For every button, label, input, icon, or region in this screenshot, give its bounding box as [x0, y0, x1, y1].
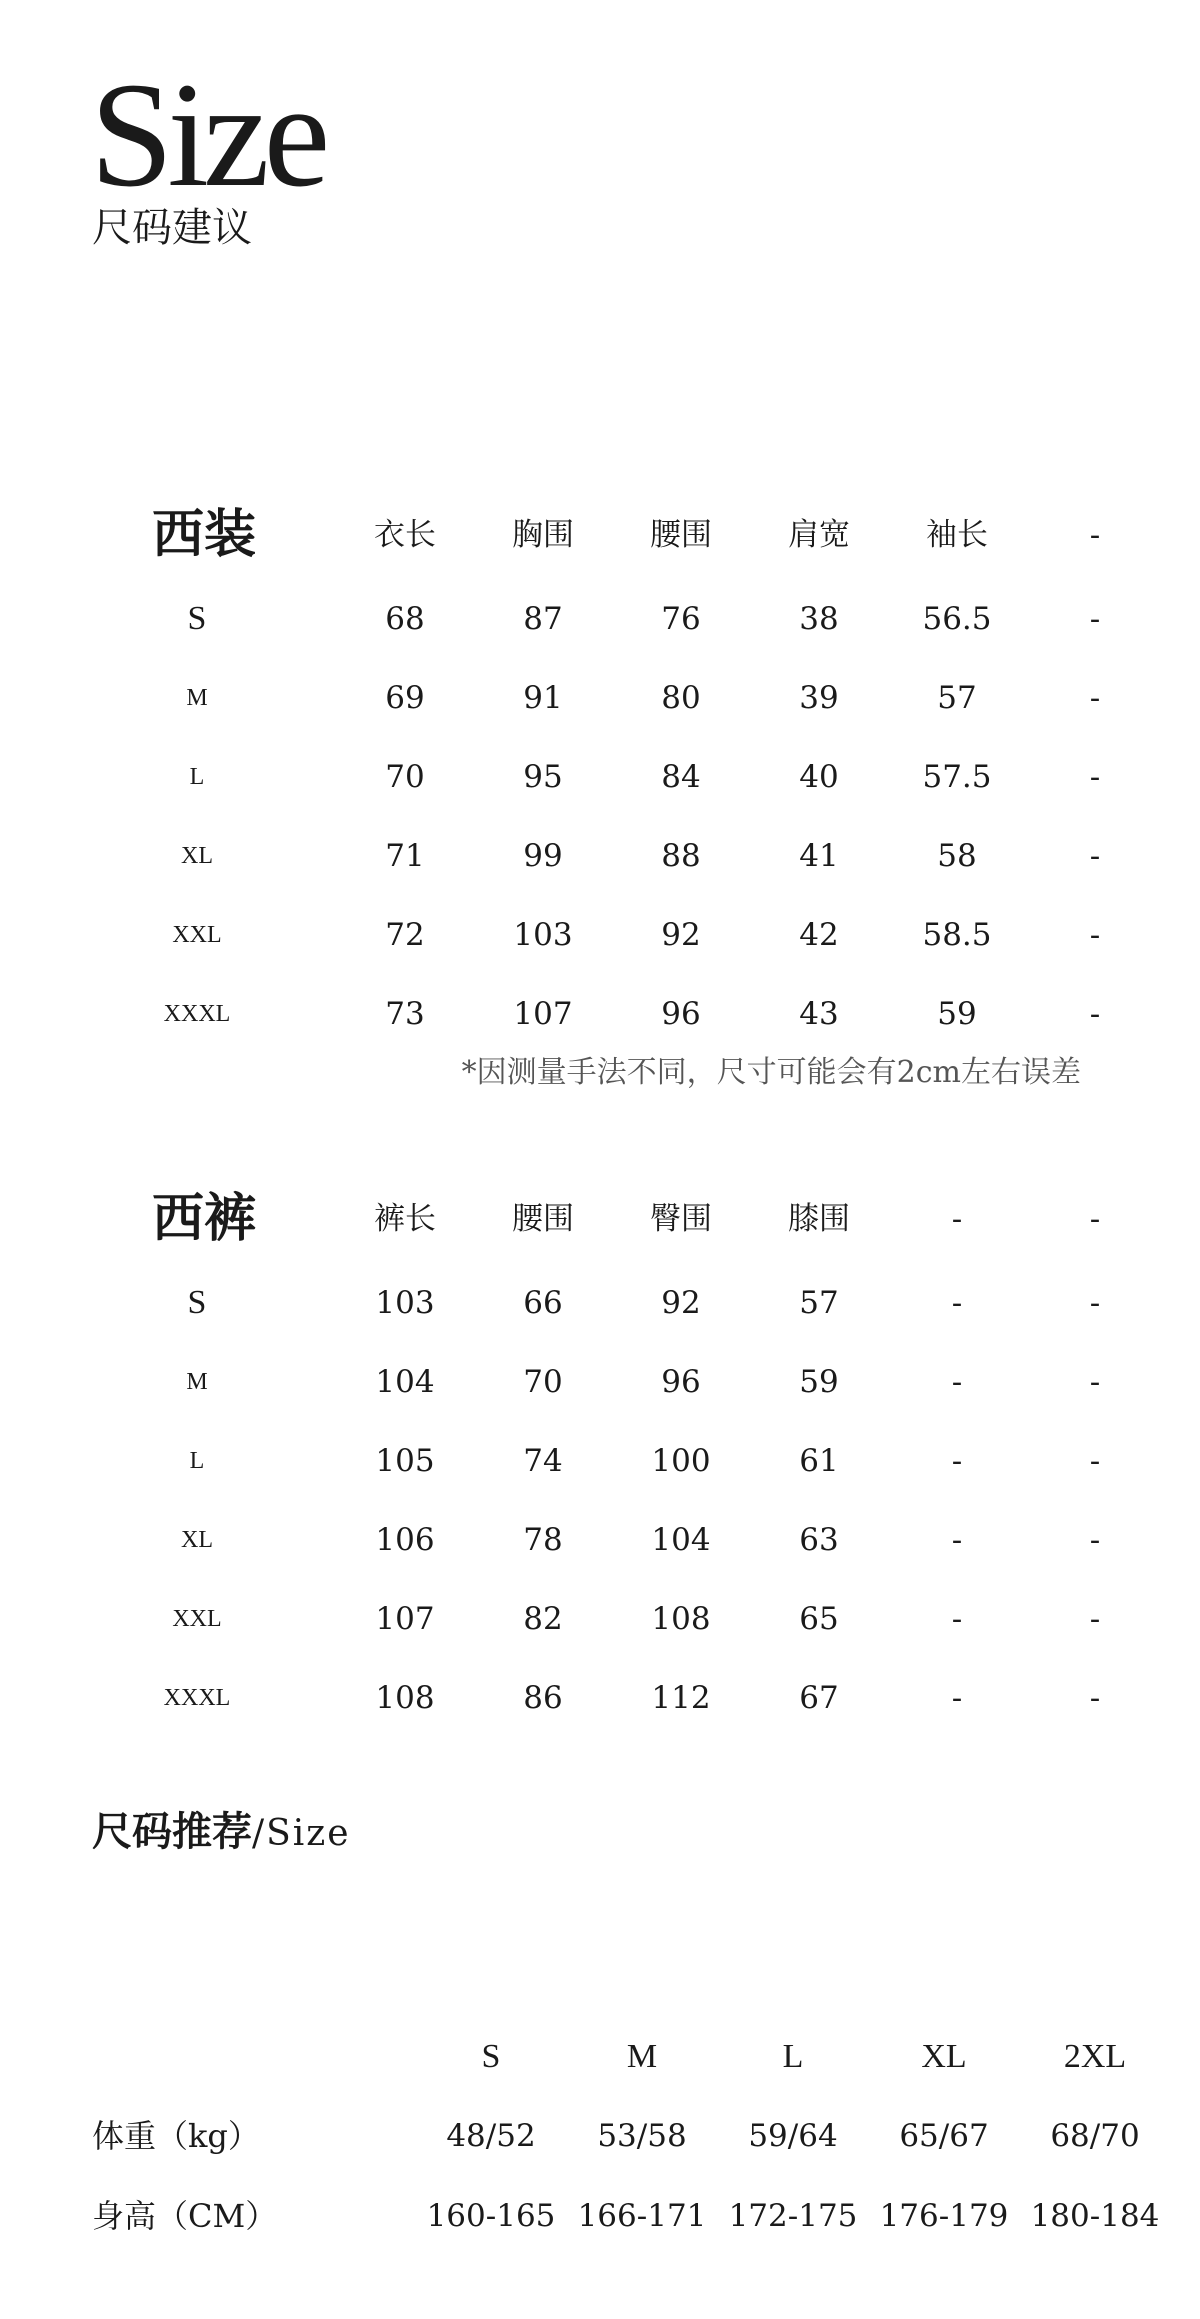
table-cell: 105	[375, 1443, 435, 1479]
table-cell: -	[1089, 1285, 1101, 1321]
table-cell: 87	[523, 601, 563, 637]
table-title: 西装	[151, 504, 256, 565]
table-row	[0, 1663, 1200, 1733]
table-header-row	[0, 500, 1200, 570]
table-cell: 57	[937, 680, 977, 716]
table-cell: 166-171	[577, 2198, 707, 2234]
table-cell: 57	[799, 1285, 839, 1321]
table-cell: 65	[799, 1601, 839, 1637]
table-cell: 66	[523, 1285, 563, 1321]
table-cell: 57.5	[922, 759, 992, 795]
table-row	[0, 2181, 1200, 2251]
table-cell: 172-175	[728, 2198, 858, 2234]
column-header: 肩宽	[788, 517, 850, 553]
table-cell: 59	[937, 996, 977, 1032]
table-cell: 68/70	[1050, 2118, 1140, 2154]
table-cell: 88	[661, 838, 701, 874]
size-label: S	[187, 1284, 207, 1321]
table-row	[0, 1268, 1200, 1338]
table-cell: -	[1089, 759, 1101, 795]
column-header: 胸围	[512, 517, 574, 553]
table-cell: 58	[937, 838, 977, 874]
table-cell: -	[1089, 1443, 1101, 1479]
table-cell: 63	[799, 1522, 839, 1558]
column-header: L	[782, 2038, 804, 2075]
table-cell: 92	[661, 1285, 701, 1321]
table-cell: 108	[375, 1680, 435, 1716]
column-header: 袖长	[926, 517, 988, 553]
table-cell: 39	[799, 680, 839, 716]
table-cell: 96	[661, 1364, 701, 1400]
column-header: -	[1089, 517, 1101, 553]
table-cell: 53/58	[597, 2118, 687, 2154]
table-cell: 84	[661, 759, 701, 795]
table-header-row	[0, 1184, 1200, 1254]
table-cell: 92	[661, 917, 701, 953]
table-cell: 61	[799, 1443, 839, 1479]
table-cell: -	[951, 1443, 963, 1479]
table-cell: 100	[651, 1443, 711, 1479]
table-cell: 86	[523, 1680, 563, 1716]
table-cell: 59/64	[748, 2118, 838, 2154]
column-header: 腰围	[512, 1201, 574, 1237]
table-cell: 76	[661, 601, 701, 637]
table-cell: 106	[375, 1522, 435, 1558]
table-cell: 67	[799, 1680, 839, 1716]
table-cell: -	[1089, 838, 1101, 874]
column-header: 腰围	[650, 517, 712, 553]
table-row	[0, 900, 1200, 970]
table-cell: -	[1089, 1364, 1101, 1400]
table-cell: 78	[523, 1522, 563, 1558]
table-row	[0, 1426, 1200, 1496]
table-cell: -	[1089, 1680, 1101, 1716]
table-cell: -	[1089, 917, 1101, 953]
table-cell: 70	[523, 1364, 563, 1400]
column-header: -	[951, 1201, 963, 1237]
table-cell: 71	[385, 838, 425, 874]
table-cell: 70	[385, 759, 425, 795]
table-cell: 68	[385, 601, 425, 637]
table-cell: 41	[799, 838, 839, 874]
table-cell: 99	[523, 838, 563, 874]
table-cell: 104	[375, 1364, 435, 1400]
table-cell: -	[951, 1522, 963, 1558]
table-cell: -	[951, 1680, 963, 1716]
table-title: 西裤	[151, 1188, 256, 1249]
table-cell: -	[1089, 996, 1101, 1032]
table-cell: 180-184	[1030, 2198, 1160, 2234]
column-header: 臀围	[650, 1201, 712, 1237]
table-cell: 69	[385, 680, 425, 716]
table-cell: 58.5	[922, 917, 992, 953]
table-row	[0, 979, 1200, 1049]
table-cell: 95	[523, 759, 563, 795]
column-header: -	[1089, 1201, 1101, 1237]
table-cell: 59	[799, 1364, 839, 1400]
table-cell: 80	[661, 680, 701, 716]
table-cell: 38	[799, 601, 839, 637]
table-cell: 112	[651, 1680, 711, 1716]
table-cell: 103	[513, 917, 573, 953]
table-cell: 91	[523, 680, 563, 716]
table-cell: 40	[799, 759, 839, 795]
table-cell: 176-179	[879, 2198, 1009, 2234]
table-row	[0, 2101, 1200, 2171]
table-row	[0, 742, 1200, 812]
table-cell: -	[1089, 601, 1101, 637]
size-label: L	[189, 764, 205, 790]
table-cell: 42	[799, 917, 839, 953]
table-cell: -	[1089, 680, 1101, 716]
table-cell: -	[1089, 1601, 1101, 1637]
table-header-row	[0, 2022, 1200, 2092]
size-label: XXL	[172, 1606, 222, 1632]
table-row	[0, 821, 1200, 891]
column-header: 衣长	[374, 517, 436, 553]
size-label: S	[187, 600, 207, 637]
column-header: 裤长	[374, 1201, 436, 1237]
table-cell: 107	[375, 1601, 435, 1637]
page-title: Size	[90, 52, 325, 218]
column-header: 2XL	[1063, 2038, 1127, 2075]
table-cell: -	[951, 1285, 963, 1321]
size-label: M	[186, 685, 208, 711]
recommendation-title-en: /Size	[252, 1813, 351, 1854]
size-label: XL	[181, 843, 213, 869]
table-cell: 73	[385, 996, 425, 1032]
table-cell: 107	[513, 996, 573, 1032]
table-cell: 108	[651, 1601, 711, 1637]
table-row	[0, 1347, 1200, 1417]
row-label: 体重（kg）	[92, 2117, 260, 2155]
table-cell: 160-165	[426, 2198, 556, 2234]
size-label: XXXL	[163, 1001, 231, 1027]
size-recommendation-heading	[92, 1800, 351, 1857]
table-row	[0, 1584, 1200, 1654]
size-label: XXXL	[163, 1685, 231, 1711]
table-row	[0, 663, 1200, 733]
table-cell: 48/52	[446, 2118, 536, 2154]
size-label: L	[189, 1448, 205, 1474]
table-cell: 104	[651, 1522, 711, 1558]
size-label: M	[186, 1369, 208, 1395]
table-cell: 74	[523, 1443, 563, 1479]
size-label: XL	[181, 1527, 213, 1553]
table-cell: -	[951, 1601, 963, 1637]
table-cell: 43	[799, 996, 839, 1032]
table-cell: -	[951, 1364, 963, 1400]
table-cell: 65/67	[899, 2118, 989, 2154]
table-row	[0, 584, 1200, 654]
measurement-note: *因测量手法不同，尺寸可能会有2cm左右误差	[461, 1055, 1081, 1090]
column-header: 膝围	[788, 1201, 850, 1237]
size-label: XXL	[172, 922, 222, 948]
column-header: S	[481, 2038, 501, 2075]
recommendation-title: 尺码推荐	[92, 1808, 252, 1855]
row-label: 身高（CM）	[92, 2197, 278, 2235]
table-cell: 82	[523, 1601, 563, 1637]
table-cell: -	[1089, 1522, 1101, 1558]
table-cell: 56.5	[922, 601, 992, 637]
table-row	[0, 1505, 1200, 1575]
column-header: XL	[921, 2038, 967, 2075]
table-cell: 103	[375, 1285, 435, 1321]
page-subtitle: 尺码建议	[92, 205, 252, 251]
table-cell: 72	[385, 917, 425, 953]
table-cell: 96	[661, 996, 701, 1032]
column-header: M	[626, 2038, 658, 2075]
